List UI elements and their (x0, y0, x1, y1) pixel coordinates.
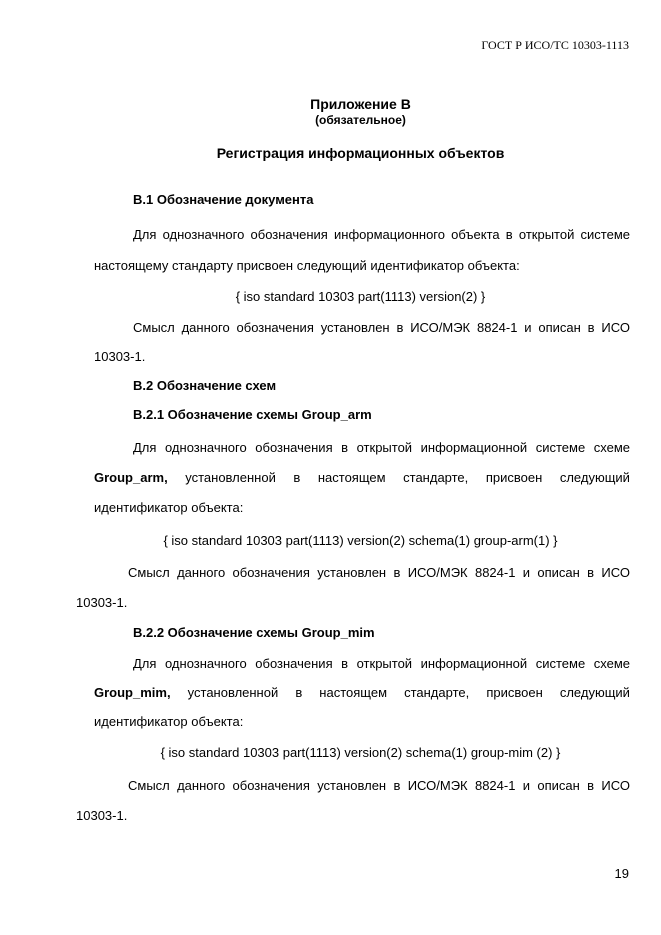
page-number: 19 (614, 866, 629, 881)
section-title: Регистрация информационных объектов (216, 145, 505, 161)
b22-schema-name: Group_mim, (94, 685, 171, 700)
b21-word: установленной (185, 470, 276, 485)
b21-identifier: { iso standard 10303 part(1113) version(2) schema(1) group-arm(1) } (163, 533, 558, 548)
b22-paragraph2-line1 (128, 778, 630, 793)
heading-b2: В.2 Обозначение схем (133, 378, 277, 393)
b21-paragraph2-line2: 10303-1. (76, 595, 128, 610)
appendix-status: (обязательное) (315, 113, 406, 127)
appendix-title: Приложение В (310, 96, 411, 112)
b1-paragraph2-line1 (133, 320, 630, 335)
b21-word: в (293, 470, 301, 485)
document-code-header: ГОСТ Р ИСО/ТС 10303-1113 (481, 38, 629, 52)
b22-p2-line1-text: Смысл данного обозначения установлен в ИСО/МЭК 8824-1 и описан в ИСО (128, 778, 630, 793)
b21-word: присвоен (485, 470, 543, 485)
b21-paragraph1-line2 (94, 470, 630, 485)
b21-p1-line1-text: Для однозначного обозначения в открытой информационной системе схеме (133, 440, 630, 455)
b22-word: присвоен (486, 685, 543, 700)
b22-word: установленной (187, 685, 279, 700)
b21-paragraph1-line3: идентификатор объекта: (94, 500, 244, 515)
b22-word: стандарте, (404, 685, 470, 700)
b22-paragraph2-line2: 10303-1. (76, 808, 128, 823)
b1-paragraph1-line2: настоящему стандарту присвоен следующий идентификатор объекта: (94, 258, 520, 273)
b21-word: настоящем (317, 470, 386, 485)
b21-word: следующий (559, 470, 630, 485)
b21-p2-line1-text: Смысл данного обозначения установлен в ИСО/МЭК 8824-1 и описан в ИСО (128, 565, 630, 580)
b22-identifier: { iso standard 10303 part(1113) version(2) schema(1) group-mim (2) } (160, 745, 561, 760)
b22-word: в (295, 685, 303, 700)
b22-paragraph1-line1 (133, 656, 630, 671)
heading-b1: В.1 Обозначение документа (133, 192, 314, 207)
b1-paragraph2-line2: 10303-1. (94, 349, 146, 364)
b1-p1-line1-text: Для однозначного обозначения информационного объекта в открытой системе (133, 227, 630, 242)
heading-b22: В.2.2 Обозначение схемы Group_mim (133, 625, 375, 640)
b22-paragraph1-line3: идентификатор объекта: (94, 714, 244, 729)
b1-paragraph1-line1 (133, 227, 630, 242)
b1-p2-line1-text: Смысл данного обозначения установлен в ИСО/МЭК 8824-1 и описан в ИСО (133, 320, 630, 335)
b22-paragraph1-line2 (94, 685, 630, 700)
heading-b21: В.2.1 Обозначение схемы Group_arm (133, 407, 372, 422)
b1-identifier: { iso standard 10303 part(1113) version(2) } (235, 289, 486, 304)
b21-word: стандарте, (403, 470, 469, 485)
b21-paragraph1-line1 (133, 440, 630, 455)
b22-word: настоящем (319, 685, 388, 700)
b22-p1-line1-text: Для однозначного обозначения в открытой информационной системе схеме (133, 656, 630, 671)
b22-word: следующий (559, 685, 630, 700)
b21-schema-name: Group_arm, (94, 470, 168, 485)
b21-paragraph2-line1 (128, 565, 630, 580)
